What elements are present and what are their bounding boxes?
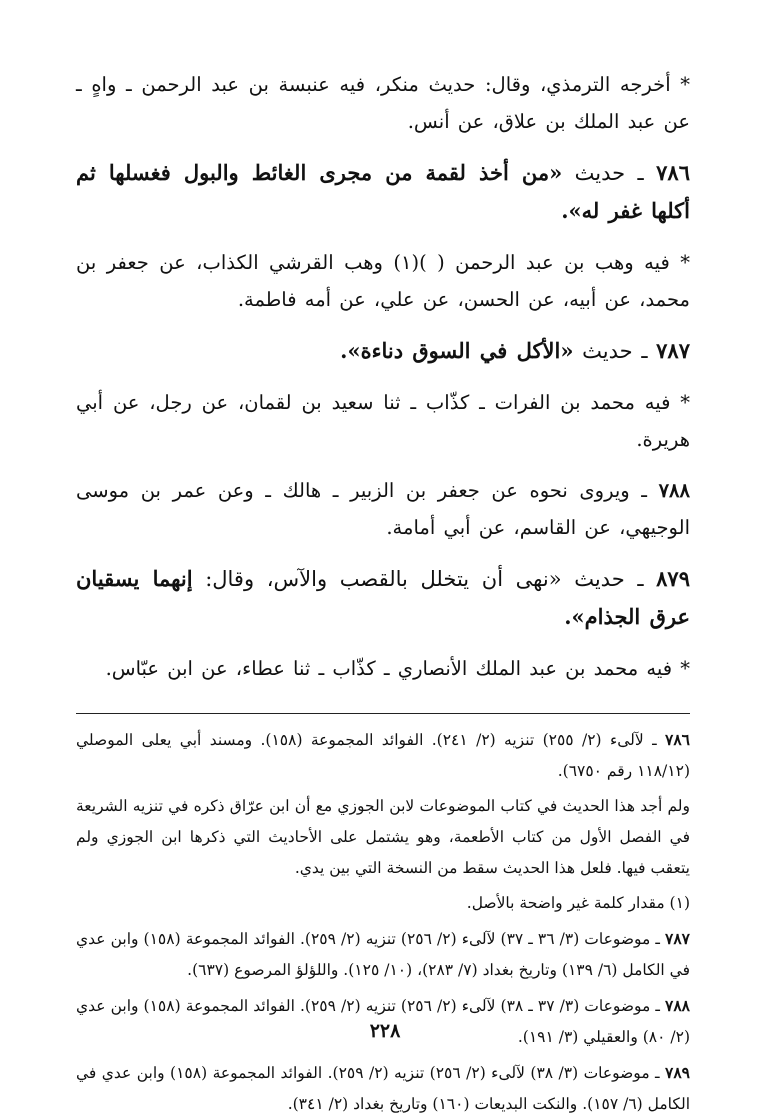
note-787 — [76, 923, 690, 986]
hadith-text: إنهما يسقيان عرق الجذام». — [76, 566, 690, 629]
hadith-number: ٧٨٦ — [656, 160, 690, 185]
note-number: ٧٨٦ — [665, 730, 690, 749]
note-text: ـ موضوعات (٣/ ٣٦ ـ ٣٧) لآلىء (٢/ ٢٥٦) تنزيه (٢/ ٢٥٩). الفوائد المجموعة (١٥٨) وابن عدي في الكامل (٦/ ١٣٩) وتاريخ بغداد (٧/ ٢٨٣)، (١٠/ ١٢٥). واللؤلؤ المرصوع (٦٣٧). — [76, 930, 690, 979]
note-text: ـ موضوعات (٣/ ٣٨) لآلىء (٢/ ٢٥٦) تنزيه (٢/ ٢٥٩). الفوائد المجموعة (١٥٨) وابن عدي في الكامل (٦/ ١٥٧). والنكت البديعات (١٦٠) وتاريخ بغداد (٢/ ٣٤١). — [76, 1064, 690, 1113]
hadith-789 — [76, 560, 690, 636]
footnotes — [76, 724, 690, 1120]
note-number: ٧٨٨ — [665, 996, 690, 1015]
footnote-1: (١) مقدار كلمة غير واضحة بالأصل. — [466, 894, 690, 912]
note-786 — [76, 724, 690, 787]
hadith-788 — [76, 472, 690, 546]
note-number: ٧٨٧ — [665, 929, 690, 948]
hadith-text: «الأكل في السوق دناءة». — [340, 338, 574, 363]
hadith-786 — [76, 154, 690, 230]
note-text: ـ موضوعات (٣/ ٣٧ ـ ٣٨) لآلىء (٢/ ٢٥٦) تنزيه (٢/ ٢٥٩). الفوائد المجموعة (١٥٨) وابن عدي (٢/ ٨٠) والعقيلي (٣/ ١٩١). — [76, 997, 690, 1046]
hadith-lead: ـ حديث — [573, 339, 657, 363]
note-789 — [76, 1057, 690, 1120]
footnote-divider — [76, 713, 690, 714]
hadith-lead: ـ حديث — [562, 161, 657, 185]
main-text — [76, 66, 690, 687]
hadith-number: ٨٧٩ — [656, 566, 690, 591]
paragraph-furat: * فيه محمد بن الفرات ـ كذّاب ـ ثنا سعيد بن لقمان، عن رجل، عن أبي هريرة. — [76, 391, 690, 451]
hadith-lead: ـ حديث «نهى أن يتخلل بالقصب والآس، وقال: — [192, 567, 657, 591]
hadith-number: ٧٨٨ — [658, 479, 690, 502]
hadith-787 — [76, 332, 690, 370]
hadith-text: ـ ويروى نحوه عن جعفر بن الزبير ـ هالك ـ وعن عمر بن موسى الوجيهي، عن القاسم، عن أبي أمامة. — [76, 479, 690, 539]
note-text: ـ لآلىء (٢/ ٢٥٥) تنزيه (٢/ ٢٤١). الفوائد المجموعة (١٥٨). ومسند أبي يعلى الموصلي (١١٨/١٢ رقم ٦٧٥٠). — [76, 731, 690, 780]
page-number: ٢٢٨ — [369, 1020, 401, 1042]
hadith-number: ٧٨٧ — [656, 338, 690, 363]
paragraph-wahb: * فيه وهب بن عبد الرحمن ( )(١) وهب القرشي الكذاب، عن جعفر بن محمد، عن أبيه، عن الحسن، عن علي، عن أمه فاطمة. — [76, 251, 690, 311]
note-786-comment: ولم أجد هذا الحديث في كتاب الموضوعات لابن الجوزي مع أن ابن عرّاق ذكره في تنزيه الشريعة في الفصل الأول من كتاب الأطعمة، وهو يشتمل على الأحاديث التي ذكرها ابن الجوزي ولم يتعقب فيها. فلعل هذا الحديث سقط من النسخة التي بين يدي. — [76, 797, 690, 877]
hadith-text: «من أخذ لقمة من مجرى الغائط والبول فغسلها ثم أكلها غفر له». — [76, 160, 690, 223]
paragraph-tirmidhi: * أخرجه الترمذي، وقال: حديث منكر، فيه عنبسة بن عبد الرحمن ـ واهٍ ـ عن عبد الملك بن علاق، عن أنس. — [76, 73, 690, 133]
paragraph-ansari: * فيه محمد بن عبد الملك الأنصاري ـ كذّاب ـ ثنا عطاء، عن ابن عبّاس. — [105, 657, 690, 680]
note-number: ٧٨٩ — [665, 1063, 691, 1082]
